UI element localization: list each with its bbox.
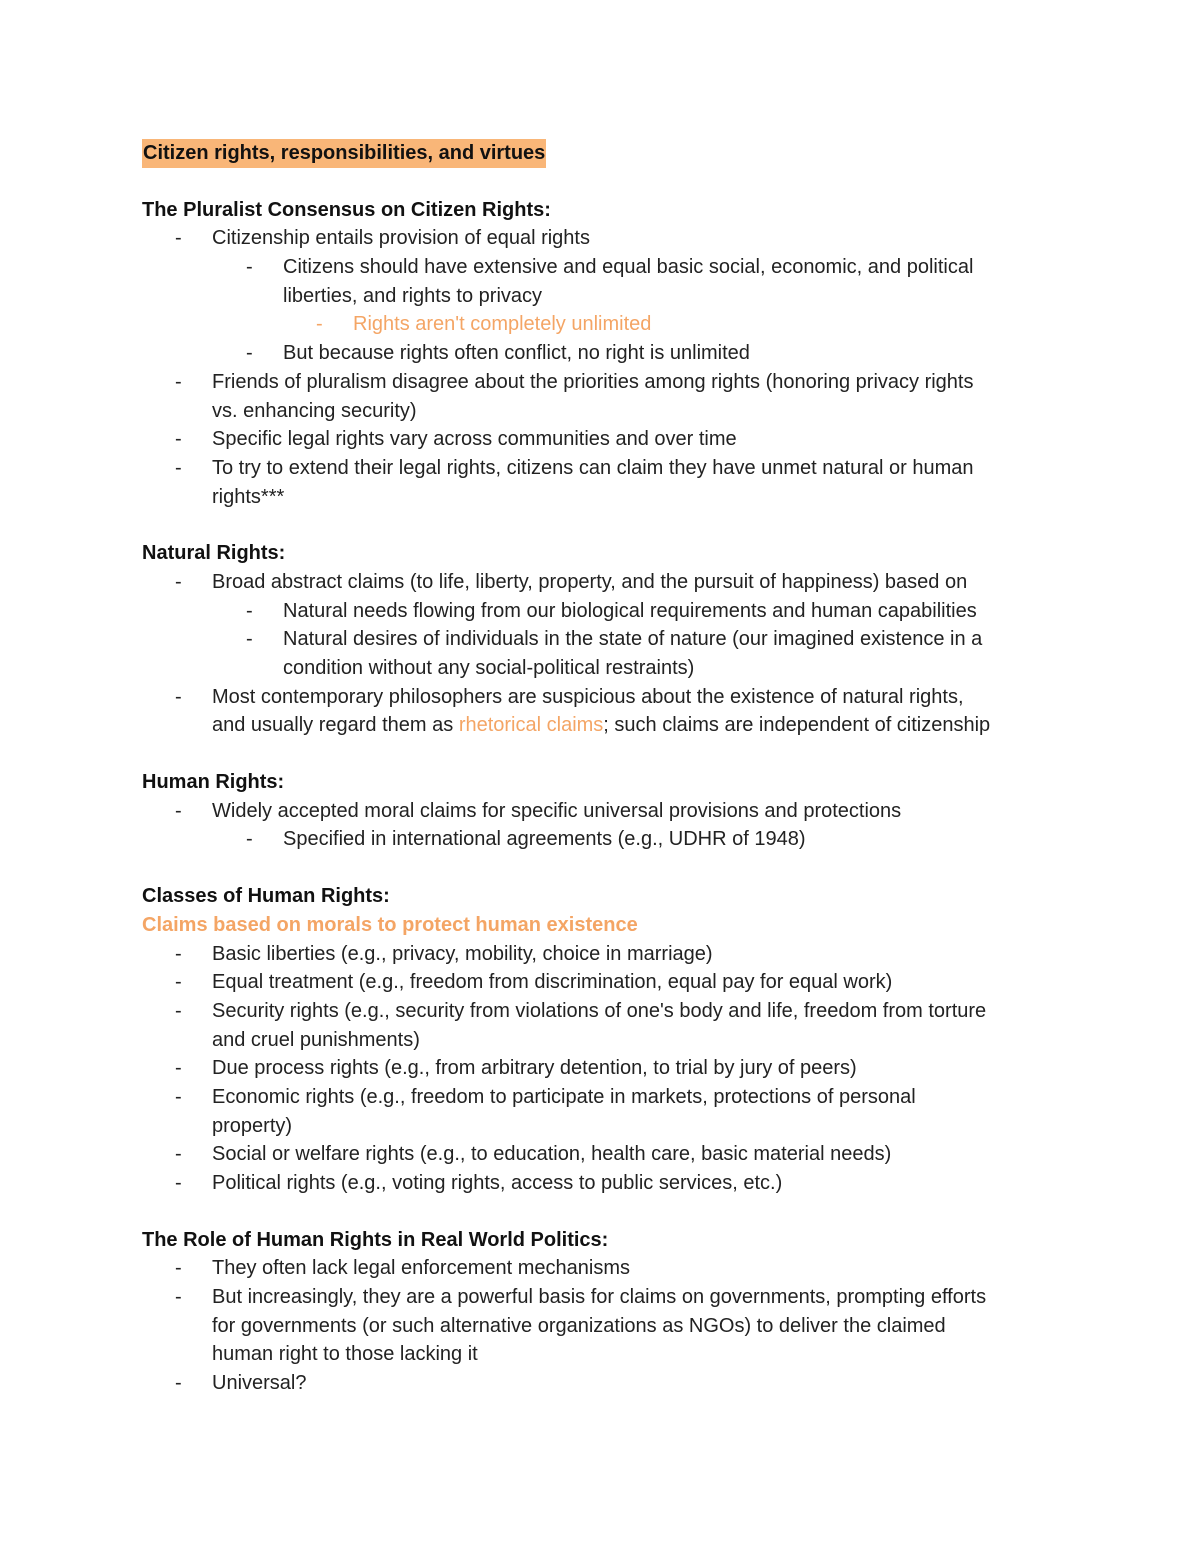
- list-item: [142, 1054, 1082, 1083]
- list-item-text: Natural needs flowing from our biological requirements and human capabilities: [283, 599, 977, 622]
- blank-line: [142, 168, 1082, 196]
- list-item-text: human right to those lacking it: [212, 1343, 478, 1366]
- list-item: [142, 968, 1082, 997]
- list-item-continuation: [142, 282, 1082, 311]
- list-item-text: property): [212, 1114, 293, 1137]
- list-item-continuation: [142, 711, 1082, 740]
- list-item-text: rights***: [212, 485, 285, 508]
- list-item-text: Friends of pluralism disagree about the priorities among rights (honoring privacy rights: [212, 370, 974, 393]
- list-item-text: Due process rights (e.g., from arbitrary detention, to trial by jury of peers): [212, 1057, 857, 1080]
- section-heading: Human Rights:: [142, 771, 285, 794]
- list-item: [142, 940, 1082, 969]
- list-item: [142, 1283, 1082, 1312]
- list-item-text: To try to extend their legal rights, citizens can claim they have unmet natural or human: [212, 456, 974, 479]
- section-heading: Natural Rights:: [142, 542, 286, 565]
- list-item-text: vs. enhancing security): [212, 399, 417, 422]
- bullet-dash: -: [175, 1143, 182, 1166]
- bullet-dash: -: [175, 1286, 182, 1309]
- list-item: [142, 310, 1082, 339]
- bullet-dash: -: [246, 256, 253, 279]
- blank-line: [142, 1198, 1082, 1226]
- list-item-text: Political rights (e.g., voting rights, access to public services, etc.): [212, 1172, 783, 1194]
- bullet-dash: -: [175, 971, 182, 994]
- list-item-text: Social or welfare rights (e.g., to education, health care, basic material needs): [212, 1143, 892, 1166]
- list-item: [142, 368, 1082, 397]
- bullet-dash: -: [175, 227, 182, 250]
- section-subheading: Claims based on morals to protect human existence: [142, 913, 638, 936]
- list-item-text: Widely accepted moral claims for specific universal provisions and protections: [212, 799, 902, 822]
- blank-line: [142, 740, 1082, 768]
- bullet-dash: -: [175, 999, 182, 1022]
- bullet-dash: -: [175, 1257, 182, 1280]
- list-item: [142, 597, 1082, 626]
- bullet-dash: -: [175, 370, 182, 393]
- list-item-text: Citizenship entails provision of equal rights: [212, 227, 590, 250]
- bullet-dash: -: [175, 1057, 182, 1080]
- bullet-dash: -: [175, 1372, 182, 1395]
- list-item: [142, 1169, 1082, 1198]
- list-item: [142, 568, 1082, 597]
- list-item-text: Specific legal rights vary across communities and over time: [212, 428, 737, 451]
- list-item-text: Economic rights (e.g., freedom to participate in markets, protections of personal: [212, 1085, 916, 1108]
- bullet-dash: -: [175, 799, 182, 822]
- bullet-dash: -: [175, 570, 182, 593]
- list-item: [142, 253, 1082, 282]
- highlighted-phrase: rhetorical claims: [458, 714, 604, 737]
- list-item-continuation: [142, 1112, 1082, 1141]
- list-item-text: Universal?: [212, 1372, 307, 1395]
- list-item-continuation: [142, 1340, 1082, 1369]
- list-item: [142, 454, 1082, 483]
- blank-line: [142, 511, 1082, 539]
- list-item-text: Equal treatment (e.g., freedom from discrimination, equal pay for equal work): [212, 971, 893, 994]
- list-item-text: liberties, and rights to privacy: [283, 284, 543, 307]
- document-content: [142, 139, 1082, 1398]
- list-item-text: They often lack legal enforcement mechanisms: [212, 1257, 630, 1280]
- bullet-dash: -: [246, 599, 253, 622]
- list-item: [142, 1140, 1082, 1169]
- list-item: [142, 425, 1082, 454]
- list-item-text: and cruel punishments): [212, 1028, 420, 1051]
- list-item-continuation: [142, 1312, 1082, 1341]
- list-item-text: Rights aren't completely unlimited: [353, 313, 652, 336]
- bullet-dash: -: [246, 628, 253, 651]
- list-item: [142, 683, 1082, 712]
- bullet-dash: -: [175, 428, 182, 451]
- list-item-text: But increasingly, they are a powerful basis for claims on governments, prompting efforts: [212, 1286, 987, 1309]
- document-title-line: [142, 139, 1082, 168]
- bullet-dash: -: [175, 1172, 182, 1194]
- list-item-continuation: [142, 654, 1082, 683]
- list-item-continuation: [142, 397, 1082, 426]
- section-heading: The Pluralist Consensus on Citizen Rights:: [142, 198, 551, 221]
- list-item: [142, 1369, 1082, 1398]
- list-item-text: and usually regard them as: [212, 714, 459, 737]
- bullet-dash: -: [246, 342, 253, 365]
- list-item-continuation: [142, 483, 1082, 512]
- list-item-text: Basic liberties (e.g., privacy, mobility, choice in marriage): [212, 942, 713, 965]
- bullet-dash: -: [175, 685, 182, 708]
- list-item: [142, 825, 1082, 854]
- list-item-text: ; such claims are independent of citizenship: [603, 714, 991, 737]
- list-item-text: Specified in international agreements (e.g., UDHR of 1948): [283, 828, 806, 851]
- list-item: [142, 224, 1082, 253]
- list-item: [142, 339, 1082, 368]
- list-item-text: Natural desires of individuals in the state of nature (our imagined existence in a: [283, 628, 983, 651]
- list-item: [142, 797, 1082, 826]
- section-heading: The Role of Human Rights in Real World Politics:: [142, 1228, 609, 1251]
- document-title: Citizen rights, responsibilities, and virtues: [142, 139, 546, 168]
- bullet-dash: -: [175, 1085, 182, 1108]
- list-item: [142, 1083, 1082, 1112]
- list-item: [142, 625, 1082, 654]
- list-item: [142, 997, 1082, 1026]
- list-item-continuation: [142, 1026, 1082, 1055]
- list-item: [142, 1254, 1082, 1283]
- list-item-text: for governments (or such alternative organizations as NGOs) to deliver the claimed: [212, 1314, 946, 1337]
- bullet-dash: -: [175, 942, 182, 965]
- blank-line: [142, 854, 1082, 882]
- bullet-dash: -: [175, 456, 182, 479]
- list-item-text: Broad abstract claims (to life, liberty, property, and the pursuit of happiness) based on: [212, 570, 968, 593]
- list-item-text: Most contemporary philosophers are suspicious about the existence of natural rights,: [212, 685, 964, 708]
- section-heading: Classes of Human Rights:: [142, 885, 390, 908]
- list-item-text: condition without any social-political restraints): [283, 657, 695, 679]
- bullet-dash: -: [246, 828, 253, 851]
- bullet-dash: -: [316, 313, 323, 336]
- list-item-text: Security rights (e.g., security from violations of one's body and life, freedom from torture: [212, 999, 987, 1022]
- list-item-text: But because rights often conflict, no right is unlimited: [283, 342, 750, 365]
- list-item-text: Citizens should have extensive and equal basic social, economic, and political: [283, 256, 974, 279]
